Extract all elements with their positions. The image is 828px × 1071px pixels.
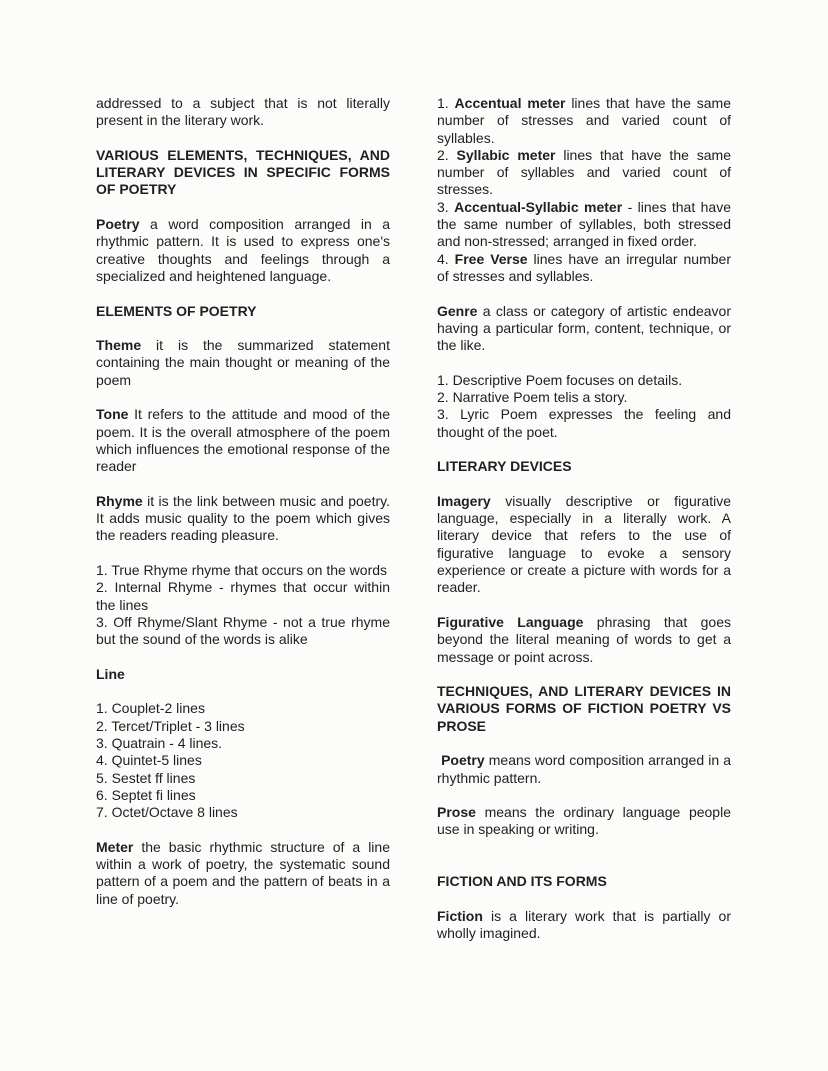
term-poetry: Poetry <box>441 752 485 769</box>
list-item: 2. Internal Rhyme - rhymes that occur within the lines <box>96 579 390 613</box>
definition-genre <box>437 303 731 355</box>
list-item: 4. Quintet-5 lines <box>96 752 202 769</box>
definition-poetry-vs-prose <box>437 752 731 787</box>
heading-literary-devices: LITERARY DEVICES <box>437 458 572 475</box>
definition-text: a class or category of artistic endeavor having a particular form, content, technique, or the like. <box>437 302 731 354</box>
definition-text: visually descriptive or figurative language, especially in a literally work. A literary device that refers to the use of figurative language to evoke a sensory experience or create a picture with words for a reader. <box>437 492 731 596</box>
item-number: 1. <box>437 95 455 111</box>
definition-imagery <box>437 493 731 597</box>
right-column <box>437 95 731 1031</box>
definition-figurative-language <box>437 614 731 666</box>
heading-techniques-fiction: TECHNIQUES, AND LITERARY DEVICES IN VARIOUS FORMS OF FICTION POETRY VS PROSE <box>437 683 731 734</box>
definition-poetry <box>96 216 390 285</box>
definition-text: it is the summarized statement containing the main thought or meaning of the poem <box>96 337 390 388</box>
item-number: 3. <box>437 198 455 215</box>
term-tone: Tone <box>96 406 129 423</box>
term-accentual-syllabic-meter: Accentual-Syllabic meter <box>454 198 623 215</box>
definition-text: - lines that have the same number of syllables, both stressed and non-stressed; arranged in fixed order. <box>437 198 731 250</box>
line-counts-list <box>96 700 390 821</box>
term-rhyme: Rhyme <box>96 492 143 509</box>
definition-meter <box>96 839 390 908</box>
rhyme-types-list <box>96 562 390 648</box>
term-meter: Meter <box>96 838 134 855</box>
definition-tone <box>96 406 390 475</box>
list-item <box>437 199 731 251</box>
definition-rhyme <box>96 493 390 545</box>
list-item: 1. Descriptive Poem focuses on details. <box>437 371 683 388</box>
list-item: 3. Quatrain - 4 lines. <box>96 734 223 751</box>
definition-text: it is the link between music and poetry. It adds music quality to the poem which gives the readers reading pleasure. <box>96 492 390 544</box>
term-figurative-language: Figurative Language <box>437 613 584 630</box>
heading-fiction-and-its-forms: FICTION AND ITS FORMS <box>437 873 607 890</box>
term-imagery: Imagery <box>437 492 491 509</box>
heading-elements-of-poetry: ELEMENTS OF POETRY <box>96 302 257 319</box>
heading-line: Line <box>96 665 125 682</box>
genre-types-list <box>437 372 731 441</box>
definition-text: means word composition arranged in a rhythmic pattern. <box>437 752 731 786</box>
term-accentual-meter: Accentual meter <box>454 95 566 111</box>
list-item: 1. Couplet-2 lines <box>96 700 205 717</box>
definition-text: a word composition arranged in a rhythmic pattern. It is used to express one's creative thoughts and feelings through a specialized and heightened language. <box>96 216 390 284</box>
paragraph-intro-continuation: addressed to a subject that is not literally present in the literary work. <box>96 95 390 129</box>
list-item: 2. Tercet/Triplet - 3 lines <box>96 717 245 734</box>
list-item: 6. Septet fi lines <box>96 786 196 803</box>
definition-theme <box>96 337 390 389</box>
definition-text: means the ordinary language people use in speaking or writing. <box>437 804 731 838</box>
term-syllabic-meter: Syllabic meter <box>456 146 556 163</box>
term-prose: Prose <box>437 804 476 821</box>
definition-text: lines have an irregular number of stresses and syllables. <box>437 250 731 284</box>
term-genre: Genre <box>437 302 478 319</box>
left-column <box>96 95 390 1031</box>
term-poetry: Poetry <box>96 216 140 233</box>
list-item <box>437 251 731 286</box>
list-item: 7. Octet/Octave 8 lines <box>96 804 238 821</box>
definition-fiction <box>437 908 731 943</box>
heading-various-elements: VARIOUS ELEMENTS, TECHNIQUES, AND LITERARY DEVICES IN SPECIFIC FORMS OF POETRY <box>96 146 390 198</box>
list-item: 5. Sestet ff lines <box>96 769 196 786</box>
term-fiction: Fiction <box>437 907 483 924</box>
list-item <box>437 147 731 199</box>
definition-text: the basic rhythmic structure of a line within a work of poetry, the systematic sound pattern of a poem and the pattern of beats in a line of poetry. <box>96 838 390 907</box>
definition-text: lines that have the same number of syllables and varied count of stresses. <box>437 146 731 198</box>
definition-text: lines that have the same number of stresses and varied count of syllables. <box>437 95 731 146</box>
list-item: 2. Narrative Poem telis a story. <box>437 389 628 406</box>
list-item <box>437 95 731 147</box>
definition-prose <box>437 804 731 839</box>
list-item: 3. Off Rhyme/Slant Rhyme - not a true rhyme but the sound of the words is alike <box>96 613 390 648</box>
item-number: 2. <box>437 146 457 163</box>
definition-text: phrasing that goes beyond the literal meaning of words to get a message or point across. <box>437 613 731 665</box>
list-item: 3. Lyric Poem expresses the feeling and thought of the poet. <box>437 406 731 440</box>
term-free-verse: Free Verse <box>454 250 528 267</box>
item-number: 4. <box>437 250 455 267</box>
meter-types-list <box>437 95 731 285</box>
list-item: 1. True Rhyme rhyme that occurs on the words <box>96 562 388 579</box>
definition-text: is a literary work that is partially or wholly imagined. <box>437 907 731 942</box>
term-theme: Theme <box>96 337 142 354</box>
definition-text: It refers to the attitude and mood of the poem. It is the overall atmosphere of the poem which influences the emotional response of the reader <box>96 406 390 475</box>
